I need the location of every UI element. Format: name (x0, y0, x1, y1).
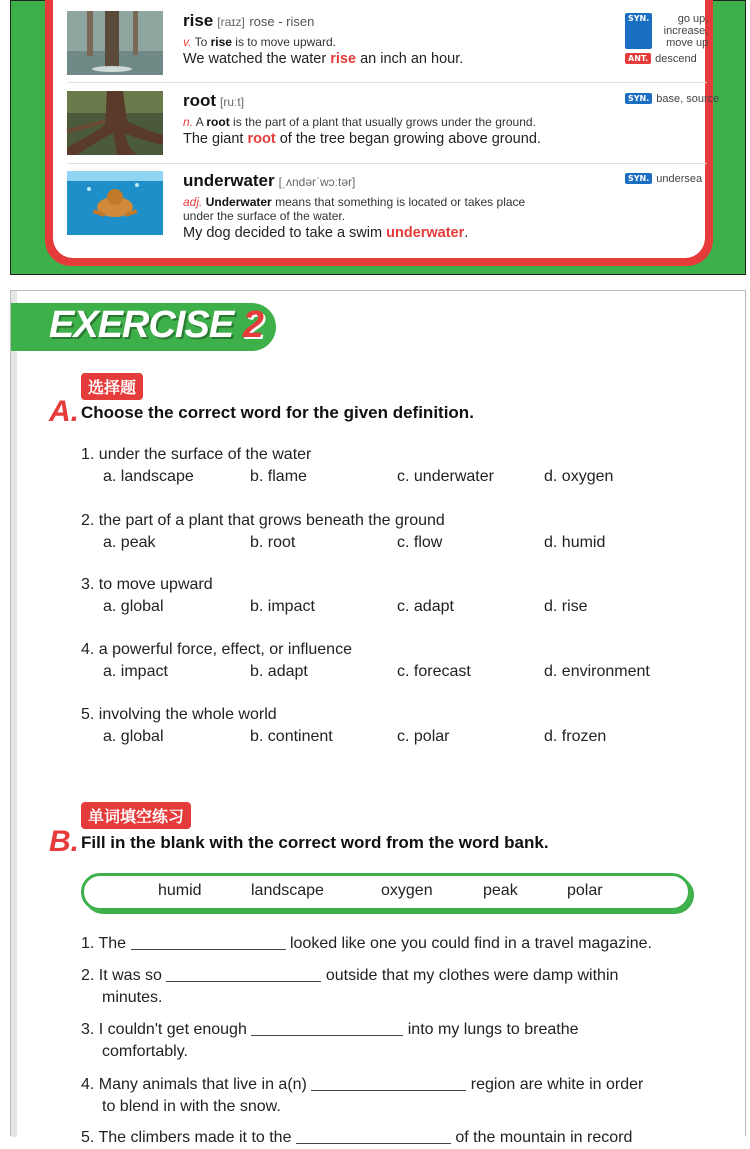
word-bank-item: humid (158, 882, 202, 899)
exercise-page (10, 290, 746, 1146)
answer-blank[interactable] (131, 934, 286, 950)
verb-forms: rose - risen (249, 14, 315, 29)
antonym-badge: ANT. (625, 53, 651, 64)
part-of-speech: adj. (183, 195, 203, 209)
option-d[interactable]: d. environment (544, 663, 650, 680)
example-text: an inch an hour. (356, 51, 464, 67)
headword: underwater (183, 171, 275, 190)
definition (183, 195, 603, 223)
answer-options (103, 663, 731, 685)
section-a-letter: A. (49, 395, 79, 428)
option-a[interactable]: a. landscape (103, 468, 194, 485)
question-prompt: 4. a powerful force, effect, or influence (81, 641, 352, 658)
option-c[interactable]: c. underwater (397, 468, 494, 485)
example-keyword: root (247, 131, 276, 147)
answer-options (103, 468, 731, 490)
sentence-end: into my lungs to breathe (403, 1021, 579, 1038)
answer-options (103, 534, 731, 556)
antonyms: descend (655, 53, 697, 65)
definition-keyword: rise (210, 35, 232, 49)
option-a[interactable]: a. global (103, 598, 164, 615)
pronunciation: [ruːt] (220, 95, 245, 109)
definition-keyword: root (206, 115, 230, 129)
synonyms: base, source (656, 93, 720, 105)
sentence-end: outside that my clothes were damp within (321, 967, 619, 984)
sentence-end: of the mountain in record (450, 1129, 633, 1146)
question-prompt: 5. involving the whole world (81, 706, 277, 723)
answer-options (103, 598, 731, 620)
answer-blank[interactable] (311, 1075, 466, 1091)
exercise-number: 2 (242, 304, 263, 346)
question-2 (81, 512, 731, 556)
example-keyword: rise (330, 51, 357, 67)
word-bank-item: landscape (251, 882, 324, 899)
question-5 (81, 706, 731, 750)
answer-blank[interactable] (166, 966, 321, 982)
option-b[interactable]: b. continent (250, 728, 333, 745)
headword: rise (183, 11, 214, 30)
option-d[interactable]: d. oxygen (544, 468, 614, 485)
page-gutter (11, 291, 17, 1137)
option-c[interactable]: c. polar (397, 728, 450, 745)
synonym-badge: SYN. (625, 173, 652, 184)
option-a[interactable]: a. peak (103, 534, 156, 551)
option-d[interactable]: d. frozen (544, 728, 607, 745)
vocab-panel (10, 0, 746, 275)
definition-text: under the surface of the water. (183, 209, 346, 223)
entry-text (183, 171, 603, 241)
synonyms-antonyms (625, 13, 725, 65)
option-b[interactable]: b. adapt (250, 663, 308, 680)
sentence-start: 4. Many animals that live in a(n) (81, 1076, 312, 1093)
question-prompt: 1. under the surface of the water (81, 446, 312, 463)
example-keyword: underwater (386, 225, 465, 241)
synonym-badge: SYN. (625, 13, 652, 49)
section-b-letter: B. (49, 825, 79, 858)
section-a-title: Choose the correct word for the given definition. (81, 403, 474, 422)
headword: root (183, 91, 217, 110)
sentence-continuation: to blend in with the snow. (102, 1098, 281, 1115)
example-text: The giant (183, 131, 248, 147)
sentence-end: looked like one you could find in a travel magazine. (285, 935, 652, 952)
tree-root-photo (67, 91, 163, 155)
section-b-tag: 单词填空练习 (81, 802, 191, 829)
option-b[interactable]: b. flame (250, 468, 307, 485)
definition-text: means that something is located or takes place (271, 195, 526, 209)
rising-water-photo (67, 11, 163, 75)
divider (67, 82, 707, 83)
option-b[interactable]: b. impact (250, 598, 315, 615)
synonym-badge: SYN. (625, 93, 652, 104)
pronunciation: [ˌʌndərˈwɔːtər] (278, 175, 356, 189)
synonyms: undersea (656, 173, 703, 185)
question-4 (81, 641, 731, 685)
synonyms: go up, increase, move up (663, 13, 709, 49)
sentence-end: region are white in order (466, 1076, 644, 1093)
question-1 (81, 446, 731, 490)
definition-text: is to move upward. (231, 35, 336, 49)
definition (183, 115, 623, 129)
exercise-title-text: EXERCISE (49, 304, 234, 346)
part-of-speech: n. (183, 115, 194, 129)
answer-blank[interactable] (251, 1020, 403, 1036)
sentence-start: 1. The (81, 935, 131, 952)
option-b[interactable]: b. root (250, 534, 296, 551)
option-a[interactable]: a. global (103, 728, 164, 745)
fill-item-3 (81, 1019, 731, 1063)
example-text: of the tree began growing above ground. (275, 131, 541, 147)
example-sentence (183, 51, 583, 67)
pronunciation: [raɪz] (217, 15, 245, 29)
synonyms-antonyms (625, 173, 725, 185)
exercise-title (49, 304, 263, 347)
option-c[interactable]: c. forecast (397, 663, 471, 680)
question-prompt: 2. the part of a plant that grows beneath the ground (81, 512, 445, 529)
fill-item-2 (81, 965, 731, 1009)
option-d[interactable]: d. rise (544, 598, 588, 615)
section-b-title: Fill in the blank with the correct word from the word bank. (81, 833, 549, 852)
example-sentence (183, 225, 603, 241)
option-a[interactable]: a. impact (103, 663, 168, 680)
sentence-continuation: comfortably. (102, 1043, 188, 1060)
example-text: We watched the water (183, 51, 331, 67)
example-text: . (464, 225, 469, 241)
definition-keyword: Underwater (205, 195, 272, 209)
answer-options (103, 728, 731, 750)
synonyms-antonyms (625, 93, 725, 105)
option-c[interactable]: c. flow (397, 534, 443, 551)
definition-text: is the part of a plant that usually grows under the ground. (229, 115, 536, 129)
definition (183, 35, 583, 49)
entry-text (183, 11, 583, 67)
option-d[interactable]: d. humid (544, 534, 606, 551)
dog-underwater-photo (67, 171, 163, 235)
word-bank-item: polar (567, 882, 603, 899)
fill-item-4 (81, 1074, 731, 1118)
answer-blank[interactable] (296, 1128, 451, 1144)
sentence-start: 2. It was so (81, 967, 167, 984)
question-3 (81, 576, 731, 620)
sentence-start: 3. I couldn't get enough (81, 1021, 252, 1038)
definition-text: A (193, 115, 207, 129)
example-text: My dog decided to take a swim (183, 225, 387, 241)
sentence-continuation: minutes. (102, 989, 163, 1006)
word-bank-item: oxygen (381, 882, 433, 899)
definition-text: To (191, 35, 211, 49)
option-c[interactable]: c. adapt (397, 598, 454, 615)
example-sentence (183, 131, 623, 147)
entry-text (183, 91, 623, 147)
section-a-tag: 选择题 (81, 373, 143, 400)
word-bank (81, 873, 691, 911)
part-of-speech: v. (183, 35, 192, 49)
fill-item-5 (81, 1127, 731, 1149)
question-prompt: 3. to move upward (81, 576, 213, 593)
fill-item-1 (81, 933, 731, 955)
sentence-start: 5. The climbers made it to the (81, 1129, 296, 1146)
word-bank-item: peak (483, 882, 518, 899)
divider (67, 163, 707, 164)
